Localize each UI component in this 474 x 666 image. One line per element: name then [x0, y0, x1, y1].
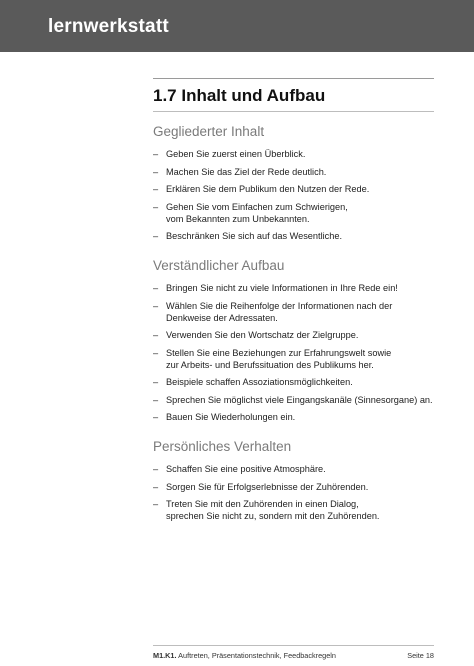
list-item	[153, 481, 434, 493]
list-item-text: Erklären Sie dem Publikum den Nutzen der Rede.	[166, 184, 370, 194]
list-item-text: Treten Sie mit den Zuhörenden in einen Dialog, sprechen Sie nicht zu, sondern mit den Zuhörenden.	[166, 499, 380, 521]
section-heading: Verständlicher Aufbau	[153, 258, 285, 273]
dash-bullet-icon: –	[153, 184, 159, 194]
list-item-text: Bauen Sie Wiederholungen ein.	[166, 412, 296, 422]
list-item	[153, 230, 434, 242]
bullet-list	[153, 148, 434, 242]
list-item-text: Sprechen Sie möglichst viele Eingangskanäle (Sinnesorgane) an.	[166, 394, 433, 405]
title-top-rule	[153, 78, 434, 79]
list-item	[153, 166, 434, 178]
dash-bullet-icon: –	[153, 481, 159, 492]
list-item	[153, 329, 434, 341]
section-persoenliches-verhalten	[153, 439, 434, 528]
dash-bullet-icon: –	[153, 166, 159, 177]
dash-bullet-icon: –	[153, 499, 159, 509]
list-item-text: Verwenden Sie den Wortschatz der Zielgruppe.	[166, 330, 359, 340]
list-item	[153, 347, 434, 371]
section-heading: Gegliederter Inhalt	[153, 124, 265, 139]
dash-bullet-icon: –	[153, 330, 159, 340]
header-bar	[0, 0, 474, 52]
footer-module-code: M1.K1.	[153, 651, 177, 660]
bullet-list	[153, 463, 434, 522]
list-item-text: Gehen Sie vom Einfachen zum Schwierigen, vom Bekannten zum Unbekannten.	[166, 201, 348, 224]
section-gegliederter-inhalt	[153, 124, 434, 248]
list-item-text: Stellen Sie eine Beziehungen zur Erfahrungswelt sowie zur Arbeits- und Berufssituation des Publikums her.	[166, 347, 392, 370]
list-item-text: Wählen Sie die Reihenfolge der Informationen nach der Denkweise der Adressaten.	[166, 300, 393, 323]
list-item	[153, 498, 434, 522]
list-item-text: Schaffen Sie eine positive Atmosphäre.	[166, 464, 326, 474]
page-number: Seite 18	[407, 651, 434, 660]
dash-bullet-icon: –	[153, 300, 159, 311]
page-title: 1.7 Inhalt und Aufbau	[153, 86, 326, 105]
list-item-text: Geben Sie zuerst einen Überblick.	[166, 149, 306, 159]
dash-bullet-icon: –	[153, 347, 159, 358]
dash-bullet-icon: –	[153, 149, 159, 159]
list-item	[153, 183, 434, 195]
section-heading: Persönliches Verhalten	[153, 439, 292, 454]
dash-bullet-icon: –	[153, 201, 159, 212]
bullet-list	[153, 282, 434, 423]
list-item	[153, 394, 434, 406]
list-item	[153, 201, 434, 225]
dash-bullet-icon: –	[153, 394, 159, 405]
footer-rule	[153, 645, 434, 646]
list-item	[153, 282, 434, 294]
list-item-text: Beschränken Sie sich auf das Wesentliche.	[166, 231, 343, 241]
section-verstaendlicher-aufbau	[153, 258, 434, 429]
list-item-text: Bringen Sie nicht zu viele Informationen in Ihre Rede ein!	[166, 283, 398, 293]
brand-logo: lernwerkstatt	[48, 16, 169, 37]
dash-bullet-icon: –	[153, 464, 159, 474]
list-item	[153, 463, 434, 475]
list-item	[153, 300, 434, 324]
footer-text: Auftreten, Präsentationstechnik, Feedbackregeln	[178, 651, 336, 660]
list-item	[153, 148, 434, 160]
dash-bullet-icon: –	[153, 231, 159, 241]
title-underline	[153, 111, 434, 112]
list-item	[153, 411, 434, 423]
dash-bullet-icon: –	[153, 412, 159, 422]
dash-bullet-icon: –	[153, 377, 159, 387]
footer-caption	[153, 651, 336, 660]
list-item-text: Beispiele schaffen Assoziationsmöglichkeiten.	[166, 377, 353, 387]
list-item-text: Machen Sie das Ziel der Rede deutlich.	[166, 166, 327, 177]
dash-bullet-icon: –	[153, 283, 159, 293]
list-item	[153, 376, 434, 388]
list-item-text: Sorgen Sie für Erfolgserlebnisse der Zuhörenden.	[166, 481, 369, 492]
